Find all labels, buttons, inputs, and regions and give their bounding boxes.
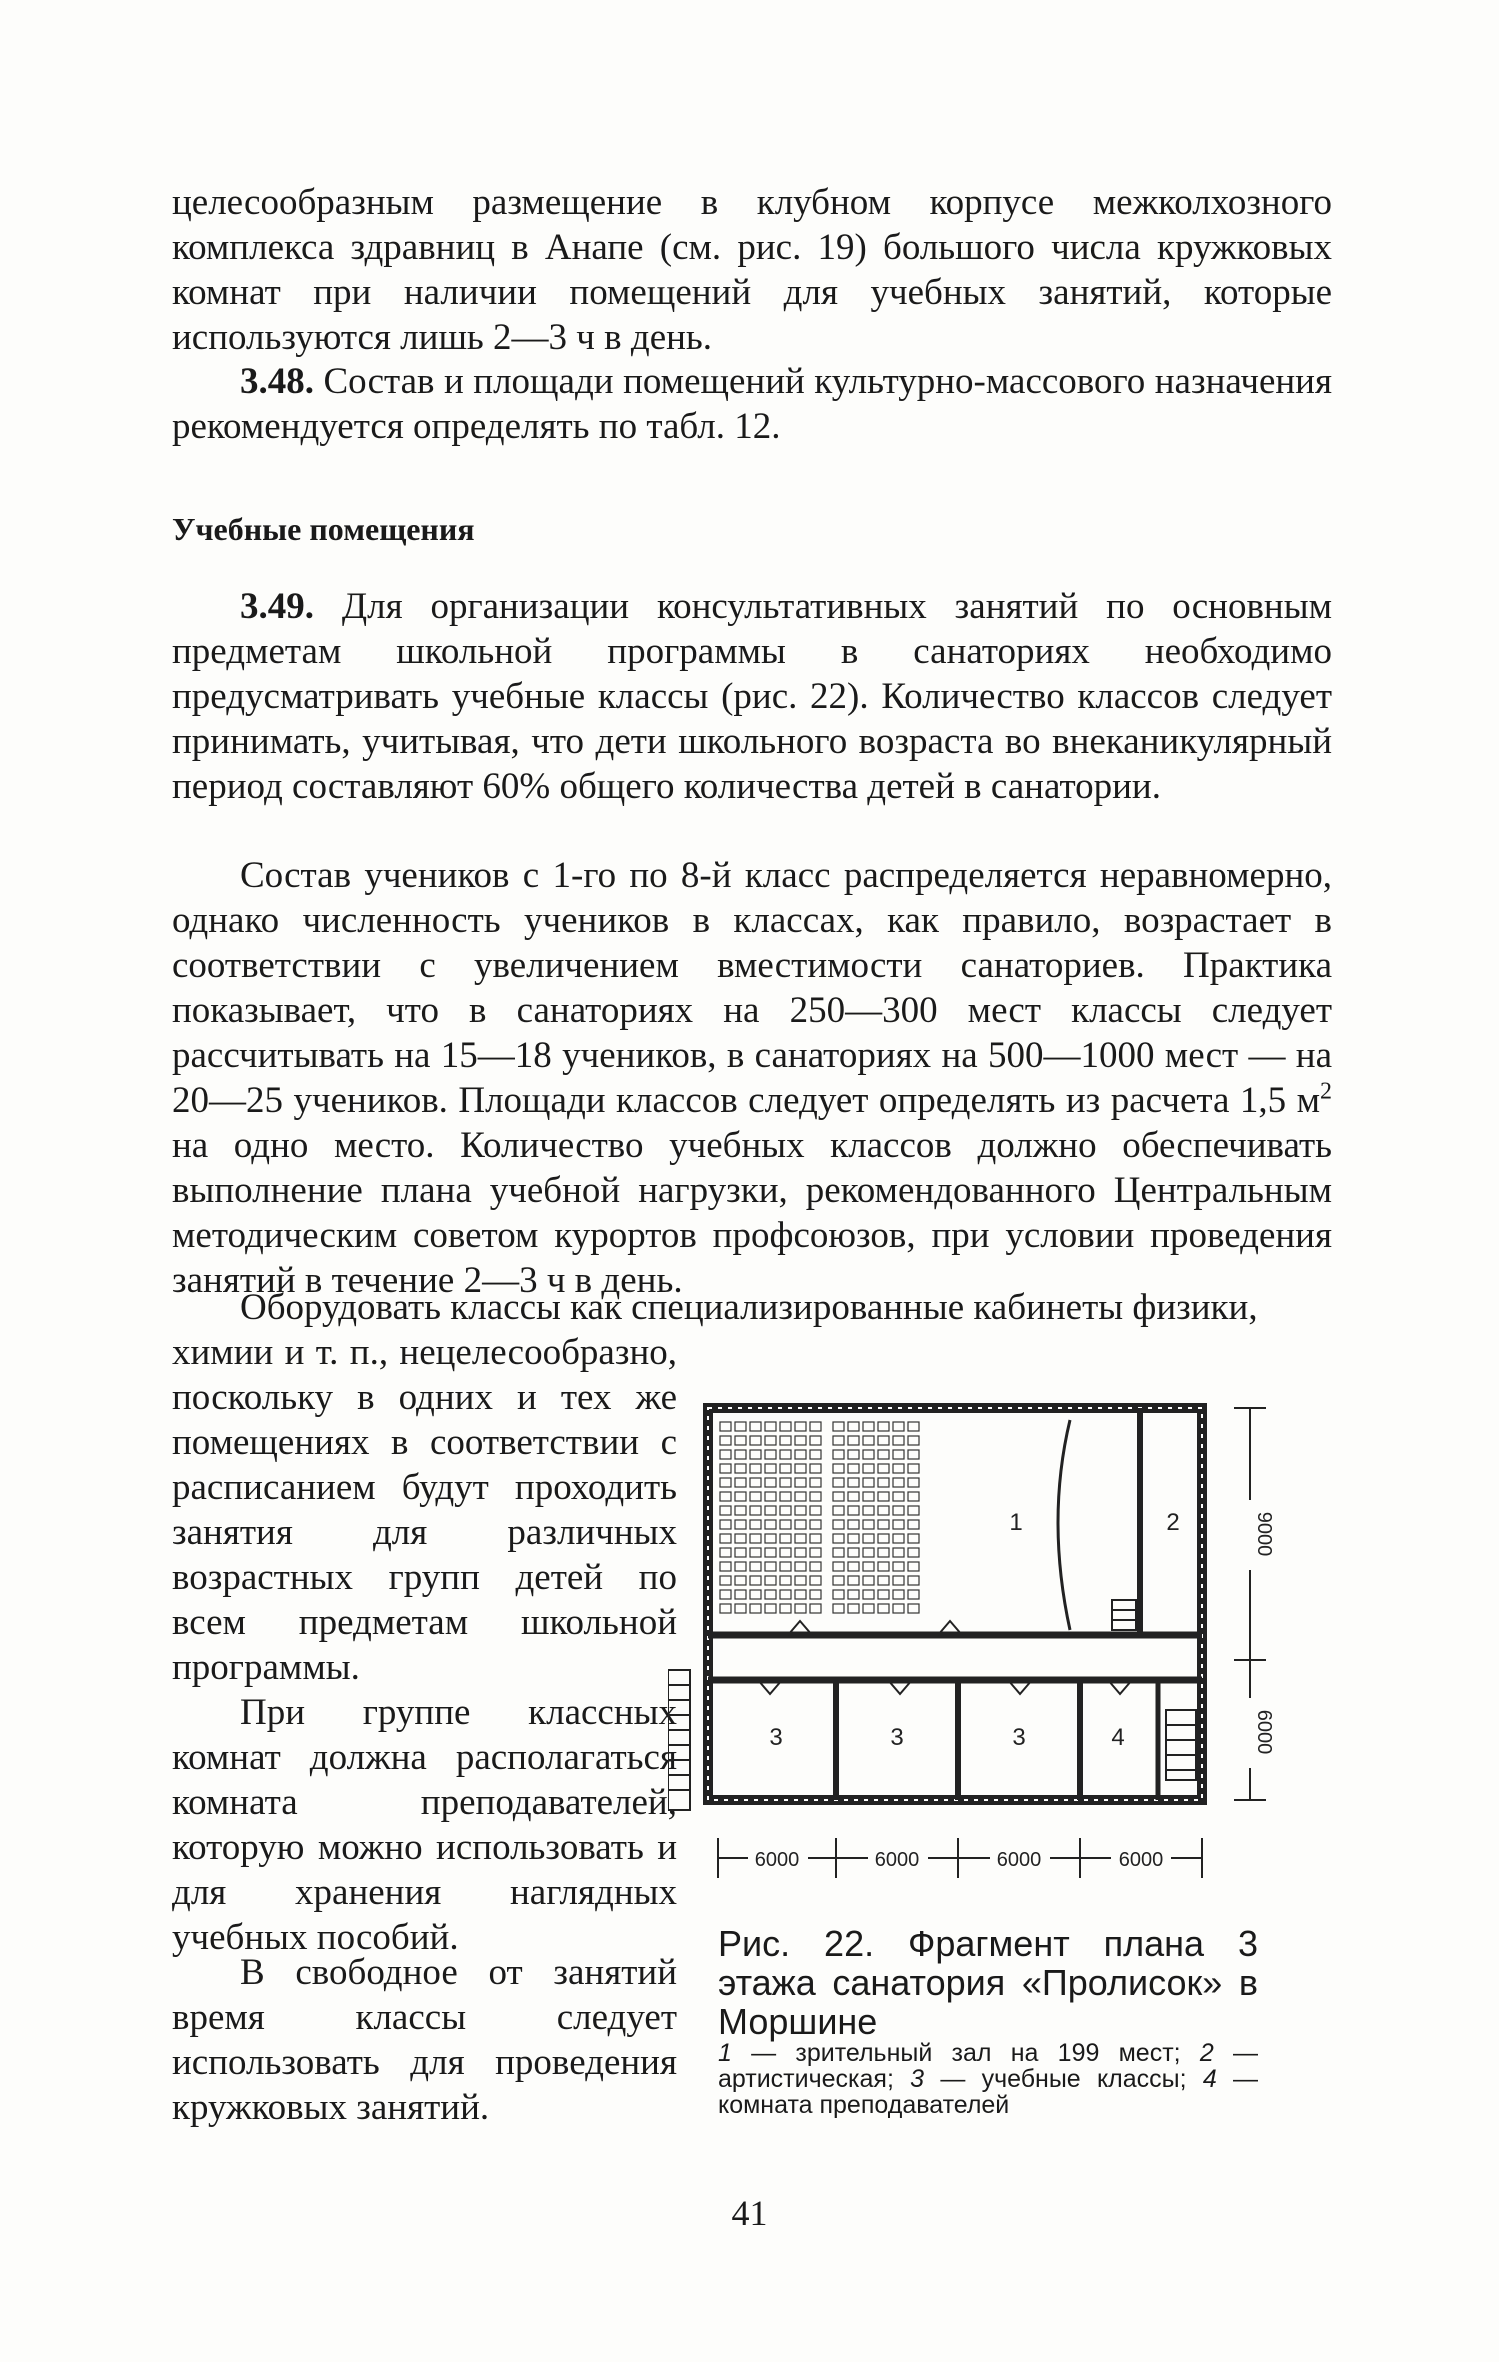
seat [810, 1478, 821, 1487]
seat [795, 1492, 806, 1501]
seat [765, 1534, 776, 1543]
seat [863, 1436, 874, 1445]
seat [908, 1422, 919, 1431]
seat [908, 1562, 919, 1571]
seat [810, 1450, 821, 1459]
seat [735, 1478, 746, 1487]
page-number: 41 [731, 2193, 768, 2233]
seat [735, 1450, 746, 1459]
seat [893, 1520, 904, 1529]
seat [765, 1562, 776, 1571]
seat [833, 1562, 844, 1571]
seat [878, 1590, 889, 1599]
seat [765, 1548, 776, 1557]
seat [735, 1464, 746, 1473]
seat [833, 1450, 844, 1459]
seat [735, 1562, 746, 1571]
seat [878, 1604, 889, 1613]
seat [908, 1604, 919, 1613]
seat [735, 1604, 746, 1613]
seat [848, 1506, 859, 1515]
seat [780, 1562, 791, 1571]
section-heading: Учебные помещения [172, 511, 475, 547]
seat [735, 1422, 746, 1431]
seat [750, 1422, 761, 1431]
seat [848, 1562, 859, 1571]
paragraph-equip-rest: химии и т. п., нецелесообразно, поскольку в одних и тех же помещениях в соответствии с расписанием будут проходить занятия для различных возрастных групп детей по всем предметам школьной программы. [172, 1332, 677, 1688]
seat [750, 1450, 761, 1459]
seat [780, 1576, 791, 1585]
seat [908, 1464, 919, 1473]
seat [720, 1562, 731, 1571]
seat [878, 1548, 889, 1557]
figure-caption-legend [718, 2040, 1258, 2118]
seat [863, 1464, 874, 1473]
seat [720, 1604, 731, 1613]
legend-text-4: — комната преподавателей [718, 2065, 1259, 2119]
room-label-artist: 2 [1166, 1509, 1180, 1536]
seat [735, 1492, 746, 1501]
seat [833, 1590, 844, 1599]
seat [893, 1492, 904, 1501]
seat [795, 1604, 806, 1613]
seat [848, 1520, 859, 1529]
clause-text-3-48: Состав и площади помещений культурно-массового назначения рекомендуется определять по табл. 12. [172, 361, 1332, 447]
seat [735, 1548, 746, 1557]
dimension-lower-depth: 6000 [1253, 1709, 1275, 1755]
seat [908, 1548, 919, 1557]
paragraph-equip-start: Оборудовать классы как специализированные кабинеты физики, [240, 1287, 1258, 1328]
students-text-a: Состав учеников с 1-го по 8-й класс распределяется неравномерно, однако численность учеников в классах, как правило, возрастает в соответствии с увеличением вместимости санаториев. Практика показывает, что в санаториях на 250—300 мест классы следует рассчитывать на 15—18 учеников, в санаториях на 500—1000 мест — на 20—25 учеников. Площади классов следует определять из расчета 1,5 м [172, 855, 1332, 1121]
seat [908, 1506, 919, 1515]
seat [833, 1492, 844, 1501]
seat [795, 1506, 806, 1515]
seat [833, 1576, 844, 1585]
seat [795, 1464, 806, 1473]
seat [908, 1478, 919, 1487]
seat [893, 1450, 904, 1459]
seat [780, 1464, 791, 1473]
seat [750, 1520, 761, 1529]
figure-caption-title: Рис. 22. Фрагмент плана 3 этажа санатория «Пролисок» в Моршине [718, 1923, 1258, 2042]
seat [863, 1478, 874, 1487]
seat [765, 1464, 776, 1473]
seat [848, 1534, 859, 1543]
seat [848, 1464, 859, 1473]
seat [780, 1590, 791, 1599]
seat [833, 1604, 844, 1613]
seat [848, 1478, 859, 1487]
seat [878, 1576, 889, 1585]
seat [878, 1422, 889, 1431]
seat [735, 1576, 746, 1585]
seat [810, 1492, 821, 1501]
seat [863, 1520, 874, 1529]
seat [795, 1436, 806, 1445]
seat [750, 1478, 761, 1487]
seat [878, 1506, 889, 1515]
seat [848, 1450, 859, 1459]
stage-edge [1058, 1420, 1070, 1630]
seat [810, 1576, 821, 1585]
seat [878, 1436, 889, 1445]
students-text-b: на одно место. Количество учебных классов должно обеспечивать выполнение плана учебной нагрузки, рекомендованного Центральным методическим советом курортов профсоюзов, при условии проведения занятий в течение 2—3 ч в день. [172, 1125, 1332, 1301]
seat [720, 1520, 731, 1529]
seat [908, 1576, 919, 1585]
seat [765, 1436, 776, 1445]
seat [765, 1576, 776, 1585]
dimension-span-2: 6000 [874, 1849, 920, 1871]
seat [780, 1436, 791, 1445]
seat [833, 1436, 844, 1445]
seat [908, 1450, 919, 1459]
seat [833, 1548, 844, 1557]
students-superscript: 2 [1320, 1078, 1332, 1105]
seat [893, 1562, 904, 1571]
paragraph-3-49 [172, 584, 1332, 809]
seat [720, 1436, 731, 1445]
seat [720, 1576, 731, 1585]
seat [765, 1590, 776, 1599]
seat [765, 1492, 776, 1501]
paragraph-teachers-room: При группе классных комнат должна располагаться комната преподавателей, которую можно использовать и для хранения наглядных учебных пособий. [172, 1692, 677, 1958]
seat [893, 1590, 904, 1599]
seat [810, 1548, 821, 1557]
dimension-span-4: 6000 [1118, 1849, 1164, 1871]
seat [893, 1436, 904, 1445]
room-label-class-c: 3 [1012, 1724, 1026, 1751]
clause-text-3-49: Для организации консультативных занятий по основным предметам школьной программы в санаториях необходимо предусматривать учебные классы (рис. 22). Количество классов следует принимать, учитывая, что дети школьного возраста во внеканикулярный период составляют 60% общего количества детей в санатории. [172, 586, 1332, 807]
seat [893, 1534, 904, 1543]
seat [735, 1436, 746, 1445]
seat [780, 1534, 791, 1543]
seat [863, 1492, 874, 1501]
seat [810, 1464, 821, 1473]
seat [908, 1590, 919, 1599]
seat [863, 1506, 874, 1515]
seat [863, 1576, 874, 1585]
seat [795, 1478, 806, 1487]
seat [750, 1576, 761, 1585]
paragraph-3-48 [172, 359, 1332, 449]
seat [833, 1478, 844, 1487]
paragraph-students [172, 853, 1332, 1303]
seat [848, 1576, 859, 1585]
legend-num-1: 1 [718, 2039, 732, 2067]
seat [765, 1506, 776, 1515]
legend-text-3: — учебные классы; [924, 2065, 1203, 2093]
seat [878, 1464, 889, 1473]
seat [765, 1520, 776, 1529]
seat [735, 1520, 746, 1529]
room-label-teachers: 4 [1111, 1724, 1125, 1751]
seat [780, 1492, 791, 1501]
seat [765, 1422, 776, 1431]
seat [810, 1422, 821, 1431]
floor-plan-figure [668, 1380, 1298, 1890]
seat [735, 1534, 746, 1543]
seat [780, 1478, 791, 1487]
seat [848, 1590, 859, 1599]
seat [848, 1422, 859, 1431]
seat [795, 1576, 806, 1585]
room-label-class-a: 3 [769, 1724, 783, 1751]
seat [780, 1422, 791, 1431]
legend-num-3: 3 [910, 2065, 925, 2093]
seat [750, 1464, 761, 1473]
seat [863, 1534, 874, 1543]
seat [750, 1492, 761, 1501]
seat [810, 1436, 821, 1445]
seat [878, 1520, 889, 1529]
dimension-span-1: 6000 [754, 1849, 800, 1871]
seat [863, 1562, 874, 1571]
seat [765, 1604, 776, 1613]
seat [735, 1590, 746, 1599]
seat [893, 1506, 904, 1515]
seat [810, 1562, 821, 1571]
seat [810, 1506, 821, 1515]
paragraph-free-time: В свободное от занятий время классы следует использовать для проведения кружковых занятий. [172, 1952, 677, 2128]
seat [795, 1590, 806, 1599]
seat [908, 1534, 919, 1543]
seat [893, 1478, 904, 1487]
seat [750, 1590, 761, 1599]
seat [848, 1492, 859, 1501]
seat [893, 1604, 904, 1613]
seat [893, 1576, 904, 1585]
seat [833, 1422, 844, 1431]
seat [750, 1506, 761, 1515]
seat [833, 1520, 844, 1529]
legend-text-1: — зрительный зал на 199 мест; [731, 2039, 1200, 2067]
seat [750, 1436, 761, 1445]
seat [878, 1534, 889, 1543]
seat [878, 1562, 889, 1571]
seat [810, 1534, 821, 1543]
seat [848, 1436, 859, 1445]
seat [795, 1548, 806, 1557]
seat [878, 1492, 889, 1501]
seat [893, 1548, 904, 1557]
room-label-hall: 1 [1009, 1509, 1023, 1536]
seat [810, 1604, 821, 1613]
dimension-upper-depth: 9000 [1253, 1511, 1275, 1557]
seat [720, 1506, 731, 1515]
seat [863, 1548, 874, 1557]
seat [780, 1604, 791, 1613]
clause-number-3-48: 3.48. [240, 361, 314, 402]
clause-number-3-49: 3.49. [240, 586, 314, 627]
seat [720, 1464, 731, 1473]
seat [878, 1450, 889, 1459]
seat [863, 1590, 874, 1599]
paragraph-intro: целесообразным размещение в клубном корпусе межколхозного комплекса здравниц в Анапе (см. рис. 19) большого числа кружковых комнат при наличии помещений для учебных занятий, которые используются лишь 2—3 ч в день. [172, 182, 1332, 358]
seat [720, 1422, 731, 1431]
seat [878, 1478, 889, 1487]
seat [893, 1422, 904, 1431]
seat [848, 1548, 859, 1557]
seat [765, 1478, 776, 1487]
seat [833, 1464, 844, 1473]
legend-num-4: 4 [1202, 2065, 1217, 2093]
seat [780, 1506, 791, 1515]
seat [810, 1590, 821, 1599]
seat [720, 1478, 731, 1487]
seat [908, 1436, 919, 1445]
room-label-class-b: 3 [890, 1724, 904, 1751]
seat [795, 1450, 806, 1459]
seat [833, 1506, 844, 1515]
seat [780, 1520, 791, 1529]
seat [750, 1548, 761, 1557]
seat [795, 1534, 806, 1543]
seat [893, 1464, 904, 1473]
seat [720, 1590, 731, 1599]
seat [720, 1534, 731, 1543]
seat [720, 1450, 731, 1459]
seat [750, 1562, 761, 1571]
seat [833, 1534, 844, 1543]
seat [720, 1548, 731, 1557]
seat [810, 1520, 821, 1529]
seat [795, 1520, 806, 1529]
seat [750, 1534, 761, 1543]
seat [780, 1548, 791, 1557]
seat [848, 1604, 859, 1613]
legend-text-2: — артистическая; [718, 2039, 1258, 2093]
seat [765, 1450, 776, 1459]
seat [795, 1562, 806, 1571]
legend-num-2: 2 [1199, 2039, 1214, 2067]
seat [735, 1506, 746, 1515]
seat [863, 1422, 874, 1431]
seat [908, 1492, 919, 1501]
seat [863, 1604, 874, 1613]
seat [908, 1520, 919, 1529]
auditorium-seating [720, 1422, 919, 1613]
seat [863, 1450, 874, 1459]
seat [795, 1422, 806, 1431]
dimension-span-3: 6000 [996, 1849, 1042, 1871]
seat [750, 1604, 761, 1613]
seat [780, 1450, 791, 1459]
seat [720, 1492, 731, 1501]
